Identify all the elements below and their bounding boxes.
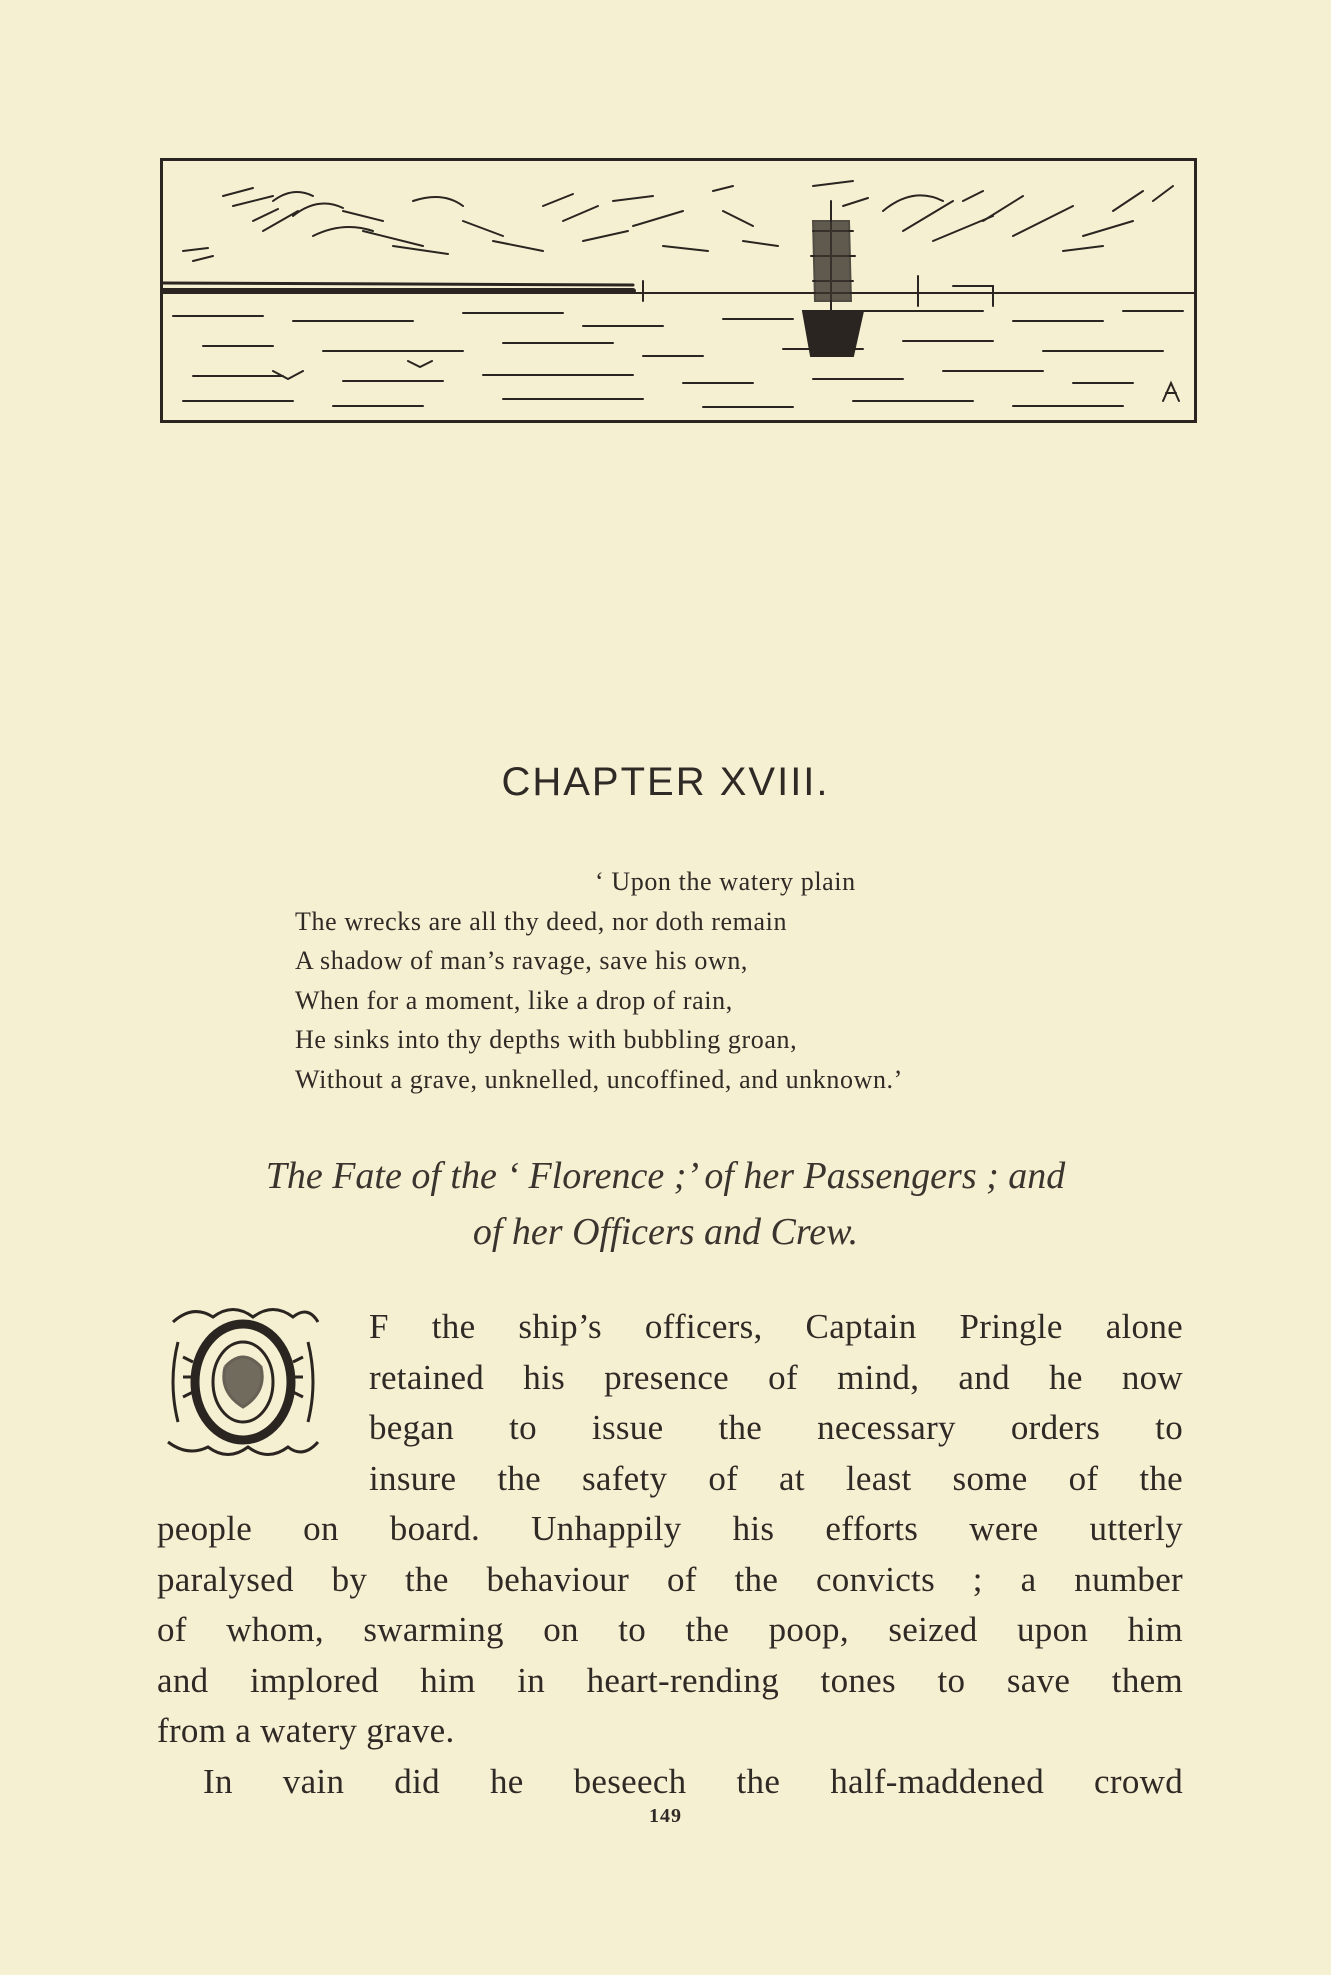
body-line: of whom, swarming on to the poop, seized upon him	[157, 1610, 1183, 1649]
subtitle-line: of her Officers and Crew.	[472, 1211, 859, 1253]
epigraph-line: He sinks into thy depths with bubbling groan,	[295, 1025, 798, 1054]
body-line: retained his presence of mind, and he now	[369, 1357, 1183, 1397]
body-line: F the ship’s officers, Captain Pringle alone	[369, 1307, 1183, 1346]
subtitle-line: The Fate of the ‘ Florence ;’ of her Passengers ; and	[265, 1155, 1066, 1197]
epigraph-line: The wrecks are all thy deed, nor doth remain	[295, 906, 788, 936]
body-line: and implored him in heart-rending tones to save them	[157, 1660, 1183, 1700]
body-line: paralysed by the behaviour of the convicts ; a number	[157, 1559, 1183, 1599]
epigraph-line: ‘ Upon the watery plain	[595, 867, 856, 896]
body-line: insure the safety of at least some of the	[369, 1458, 1183, 1498]
ship-at-sea-engraving-icon	[163, 161, 1194, 420]
epigraph-verse	[295, 862, 1155, 1099]
body-line: people on board. Unhappily his efforts were utterly	[157, 1509, 1183, 1548]
epigraph-line: A shadow of man’s ravage, save his own,	[295, 946, 749, 975]
chapter-title: CHAPTER XVIII.	[501, 760, 830, 804]
body-paragraph	[157, 1302, 1183, 1807]
epigraph-line: When for a moment, like a drop of rain,	[295, 985, 733, 1015]
epigraph-line: Without a grave, unknelled, uncoffined, and unknown.’	[295, 1064, 903, 1094]
ship-headpiece-illustration	[160, 158, 1197, 423]
body-line: from a watery grave.	[157, 1711, 455, 1750]
chapter-subtitle	[150, 1148, 1181, 1260]
body-line: began to issue the necessary orders to	[369, 1408, 1183, 1447]
body-line: In vain did he beseech the half-maddened crowd	[203, 1761, 1183, 1801]
page-number: 149	[649, 1805, 682, 1827]
